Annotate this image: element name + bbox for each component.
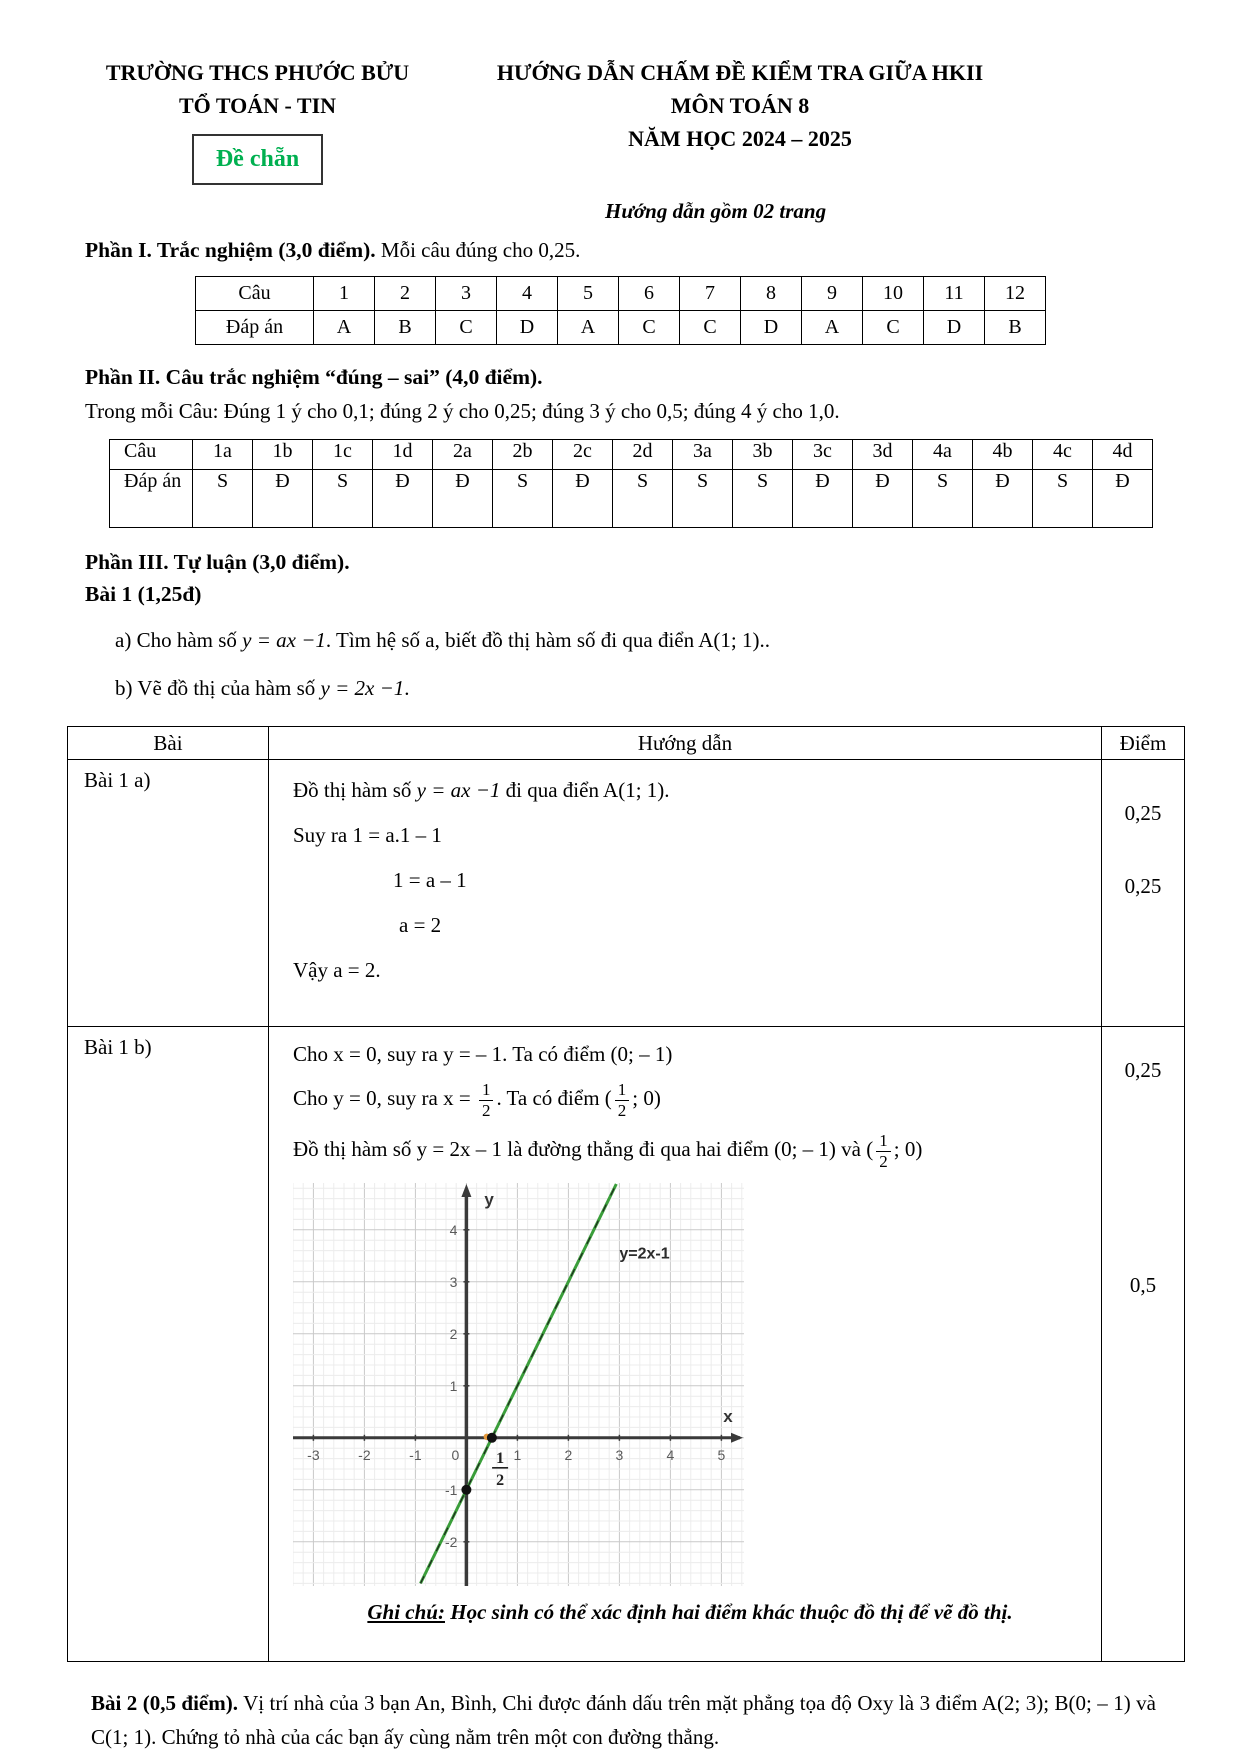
svg-text:1: 1 xyxy=(449,1378,458,1395)
row1-solution xyxy=(269,760,1102,1027)
row2-line3-pre: Đồ thị hàm số y = 2x – 1 là đường thẳng đi qua hai điểm (0; – 1) và ( xyxy=(293,1137,874,1162)
row1-point-1: 0,25 xyxy=(1124,801,1162,825)
svg-text:-1: -1 xyxy=(444,1482,458,1499)
note-label: Ghi chú: xyxy=(367,1600,445,1625)
answer-cell: Đ xyxy=(793,470,853,528)
row2-point-1: 0,25 xyxy=(1124,1058,1162,1082)
question-cell: 3 xyxy=(436,277,497,311)
row2-solution xyxy=(269,1027,1102,1662)
question-cell: 4b xyxy=(973,440,1033,470)
bai2-label: Bài 2 (0,5 điểm). xyxy=(91,1691,238,1715)
row2-line1: Cho x = 0, suy ra y = – 1. Ta có điểm (0; – 1) xyxy=(293,1042,673,1066)
question-cell: 3a xyxy=(673,440,733,470)
bai1a-prefix: a) Cho hàm số xyxy=(115,628,243,652)
graph-svg xyxy=(293,1183,744,1586)
svg-text:y: y xyxy=(484,1190,494,1210)
part1-answer-table xyxy=(195,276,1046,345)
row2-line3 xyxy=(293,1130,1087,1171)
part2-answer-table xyxy=(109,439,1153,528)
bai1b-suffix: . xyxy=(404,676,410,700)
graph-note xyxy=(293,1600,1087,1625)
doc-title-line2: MÔN TOÁN 8 xyxy=(670,93,810,118)
question-cell: 8 xyxy=(741,277,802,311)
pages-note: Hướng dẫn gồm 02 trang xyxy=(605,199,827,223)
anskey-row xyxy=(110,440,1153,470)
svg-text:y=2x-1: y=2x-1 xyxy=(619,1245,670,1263)
answer-cell: D xyxy=(741,311,802,345)
question-cell: 4 xyxy=(497,277,558,311)
question-cell: 2c xyxy=(553,440,613,470)
answer-cell: Đ xyxy=(433,470,493,528)
answer-cell: S xyxy=(913,470,973,528)
question-cell: 3d xyxy=(853,440,913,470)
row-label-cell: Đáp án xyxy=(110,470,193,528)
row2-line2-mid: . Ta có điểm ( xyxy=(496,1086,612,1110)
bai2-statement xyxy=(85,1686,1156,1754)
part2-subheading: Trong mỗi Câu: Đúng 1 ý cho 0,1; đúng 2 ý cho 0,25; đúng 3 ý cho 0,5; đúng 4 ý cho 1,0. xyxy=(85,399,840,423)
row-label-cell: Câu xyxy=(110,440,193,470)
row2-label: Bài 1 b) xyxy=(68,1027,269,1662)
answer-cell: C xyxy=(863,311,924,345)
col-header-huongdan: Hướng dẫn xyxy=(269,727,1102,760)
bai1b-math: y = 2x −1 xyxy=(320,676,405,700)
anskey-row xyxy=(110,470,1153,528)
svg-text:-1: -1 xyxy=(409,1447,422,1464)
question-cell: 2d xyxy=(613,440,673,470)
answer-cell: Đ xyxy=(1093,470,1153,528)
solution-table xyxy=(67,726,1185,1662)
answer-cell: B xyxy=(375,311,436,345)
answer-cell: S xyxy=(493,470,553,528)
part2-heading-bold: Phần II. Câu trắc nghiệm “đúng – sai” (4,0 điểm). xyxy=(85,365,543,389)
fraction-one-half: $\frac{1}{2}$ xyxy=(479,1080,494,1120)
answer-cell: Đ xyxy=(553,470,613,528)
svg-text:x: x xyxy=(723,1407,733,1427)
question-cell: 1 xyxy=(314,277,375,311)
fraction-one-half: $\frac{1}{2}$ xyxy=(876,1131,891,1171)
question-cell: 4d xyxy=(1093,440,1153,470)
svg-text:3: 3 xyxy=(615,1447,624,1464)
question-cell: 4a xyxy=(913,440,973,470)
solution-table-header-row xyxy=(68,727,1185,760)
question-cell: 2b xyxy=(493,440,553,470)
title-block xyxy=(440,56,1040,185)
svg-text:4: 4 xyxy=(666,1447,675,1464)
question-cell: 1c xyxy=(313,440,373,470)
row1-line4: a = 2 xyxy=(399,913,442,937)
function-graph xyxy=(293,1183,1087,1592)
row1-line1-prefix: Đồ thị hàm số xyxy=(293,778,417,802)
part1-heading xyxy=(85,234,1156,266)
answer-cell: Đ xyxy=(853,470,913,528)
part1-heading-rest: Mỗi câu đúng cho 0,25. xyxy=(375,238,581,262)
question-cell: 2 xyxy=(375,277,436,311)
row2-point-2: 0,5 xyxy=(1129,1273,1157,1297)
doc-title-line1: HƯỚNG DẪN CHẤM ĐỀ KIỂM TRA GIỮA HKII xyxy=(496,60,984,85)
row2-line2-end: ; 0) xyxy=(632,1086,661,1110)
svg-text:2: 2 xyxy=(564,1447,573,1464)
school-block xyxy=(85,56,430,185)
question-cell: 7 xyxy=(680,277,741,311)
answer-cell: Đ xyxy=(373,470,433,528)
row1-label: Bài 1 a) xyxy=(68,760,269,1027)
note-text: Học sinh có thể xác định hai điểm khác thuộc đồ thị để vẽ đồ thị. xyxy=(444,1600,1013,1625)
solution-row-1b xyxy=(68,1027,1185,1662)
answer-cell: S xyxy=(193,470,253,528)
answer-cell: D xyxy=(924,311,985,345)
bai1-heading-bold: Bài 1 (1,25đ) xyxy=(85,582,202,606)
question-cell: 1a xyxy=(193,440,253,470)
svg-text:2: 2 xyxy=(449,1326,458,1343)
answer-cell: S xyxy=(733,470,793,528)
answer-cell: A xyxy=(558,311,619,345)
answer-cell: C xyxy=(680,311,741,345)
answer-cell: S xyxy=(1033,470,1093,528)
bai1a-math: y = ax −1 xyxy=(242,628,326,652)
question-cell: 3c xyxy=(793,440,853,470)
bai1a-suffix: . Tìm hệ số a, biết đồ thị hàm số đi qua điển A(1; 1).. xyxy=(325,628,770,652)
answer-cell: A xyxy=(314,311,375,345)
row-label-cell: Câu xyxy=(196,277,314,311)
row-label-cell: Đáp án xyxy=(196,311,314,345)
anskey-row xyxy=(196,311,1046,345)
row1-line3: 1 = a – 1 xyxy=(393,868,467,892)
department-name: TỔ TOÁN - TIN xyxy=(178,93,337,118)
school-name: TRƯỜNG THCS PHƯỚC BỬU xyxy=(105,60,410,85)
question-cell: 4c xyxy=(1033,440,1093,470)
row1-line5: Vậy a = 2. xyxy=(293,958,381,982)
answer-cell: B xyxy=(985,311,1046,345)
question-cell: 11 xyxy=(924,277,985,311)
part3-heading xyxy=(85,546,1156,578)
question-cell: 10 xyxy=(863,277,924,311)
row2-line3-end: ; 0) xyxy=(893,1137,923,1162)
question-cell: 2a xyxy=(433,440,493,470)
svg-text:-3: -3 xyxy=(307,1447,320,1464)
svg-text:5: 5 xyxy=(717,1447,726,1464)
question-cell: 9 xyxy=(802,277,863,311)
svg-text:1: 1 xyxy=(496,1450,505,1468)
answer-cell: Đ xyxy=(973,470,1033,528)
col-header-bai: Bài xyxy=(68,727,269,760)
row2-line2-pre: Cho y = 0, suy ra x = xyxy=(293,1086,476,1110)
answer-cell: D xyxy=(497,311,558,345)
row1-points-cell xyxy=(1102,760,1185,1027)
question-cell: 5 xyxy=(558,277,619,311)
fraction-one-half: $\frac{1}{2}$ xyxy=(615,1080,630,1120)
row2-points-cell xyxy=(1102,1027,1185,1662)
answer-cell: S xyxy=(313,470,373,528)
solution-row-1a xyxy=(68,760,1185,1027)
answer-cell: S xyxy=(673,470,733,528)
row1-point-2: 0,25 xyxy=(1124,874,1162,898)
bai1b-prefix: b) Vẽ đồ thị của hàm số xyxy=(115,676,321,700)
col-header-diem: Điểm xyxy=(1102,727,1185,760)
question-cell: 1d xyxy=(373,440,433,470)
svg-text:-2: -2 xyxy=(444,1534,458,1551)
svg-text:3: 3 xyxy=(449,1274,458,1291)
part1-heading-bold: Phần I. Trắc nghiệm (3,0 điểm). xyxy=(85,238,376,262)
svg-text:1: 1 xyxy=(513,1447,522,1464)
document-header xyxy=(85,56,1156,185)
answer-cell: C xyxy=(436,311,497,345)
row2-line2 xyxy=(293,1079,1087,1120)
exam-code-box: Đề chẵn xyxy=(192,134,323,185)
question-cell: 3b xyxy=(733,440,793,470)
row1-line1-math: y = ax −1 xyxy=(416,778,501,802)
answer-cell: S xyxy=(613,470,673,528)
svg-text:2: 2 xyxy=(496,1472,505,1490)
bai1-heading xyxy=(85,578,1156,610)
answer-cell: Đ xyxy=(253,470,313,528)
answer-cell: C xyxy=(619,311,680,345)
question-cell: 1b xyxy=(253,440,313,470)
question-cell: 12 xyxy=(985,277,1046,311)
bai2-text: Vị trí nhà của 3 bạn An, Bình, Chi được đánh dấu trên mặt phẳng tọa độ Oxy là 3 điểm A(2; 3); B(0; – 1) và C(1; 1). Chứng tỏ nhà của các bạn ấy cùng nằm trên một con đường thẳng. xyxy=(91,1691,1156,1749)
bai1a-statement xyxy=(115,622,1156,658)
row1-line1-suffix: đi qua điển A(1; 1). xyxy=(500,778,670,802)
anskey-row xyxy=(196,277,1046,311)
part2-heading xyxy=(85,361,1156,393)
svg-text:4: 4 xyxy=(449,1222,458,1239)
row1-line1 xyxy=(293,768,1087,813)
part3-heading-bold: Phần III. Tự luận (3,0 điểm). xyxy=(85,550,350,574)
svg-text:-2: -2 xyxy=(358,1447,371,1464)
doc-title-line3: NĂM HỌC 2024 – 2025 xyxy=(628,126,852,151)
bai1b-statement xyxy=(115,670,1156,706)
svg-text:0: 0 xyxy=(451,1447,460,1464)
answer-cell: A xyxy=(802,311,863,345)
question-cell: 6 xyxy=(619,277,680,311)
row1-line2: Suy ra 1 = a.1 – 1 xyxy=(293,823,442,847)
